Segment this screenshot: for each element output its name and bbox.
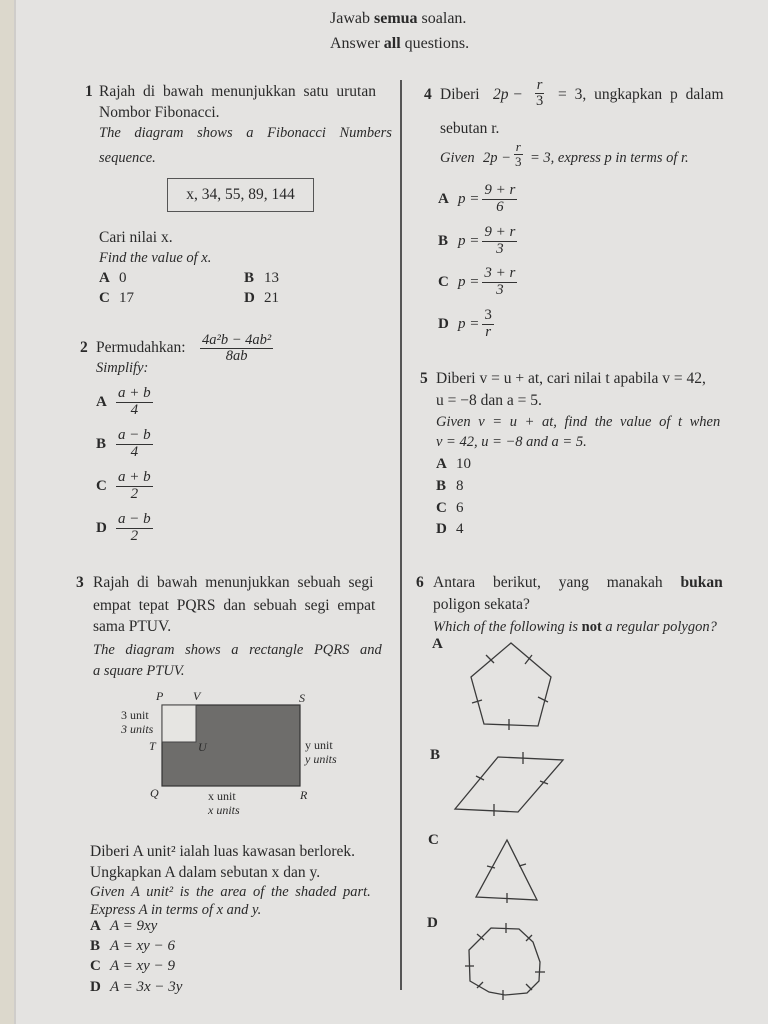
triangle-icon	[476, 840, 537, 903]
fraction-denominator: 4	[130, 402, 139, 419]
option-letter: D	[436, 521, 447, 537]
label-width-en: x units	[208, 803, 240, 817]
option-letter: C	[99, 290, 110, 306]
option-letter: D	[96, 520, 107, 536]
fraction-numerator: r	[515, 139, 521, 154]
question-text-ms: Nombor Fibonacci.	[99, 104, 220, 121]
option-lhs: p =	[458, 274, 480, 290]
question-ask-ms: Cari nilai x.	[99, 229, 173, 246]
question-text-ms: Rajah di bawah menunjukkan sebuah segi	[93, 574, 374, 591]
fraction-denominator: 8ab	[225, 348, 248, 365]
label-height-en: y units	[305, 752, 337, 766]
pentagon-icon	[471, 643, 551, 730]
option-letter: D	[438, 316, 449, 332]
label-v: V	[193, 689, 201, 703]
question-text-en: Given	[440, 150, 475, 166]
fraction-numerator: 3 + r	[484, 265, 516, 282]
question-number: 6	[416, 574, 424, 591]
fraction-denominator: 6	[496, 199, 504, 216]
option-value: 6	[456, 500, 464, 516]
question-ask-en: Find the value of x.	[99, 250, 212, 266]
label-u: U	[198, 740, 207, 754]
question-text-en: The diagram shows a Fibonacci Numbers	[99, 125, 392, 141]
question-text-en: sequence.	[99, 150, 156, 166]
fraction-numerator: 4a²b − 4ab²	[202, 332, 272, 348]
instruction-text: questions.	[400, 35, 470, 52]
text-part: Antara berikut, yang manakah	[433, 574, 681, 591]
question-number: 4	[424, 86, 432, 103]
fraction-numerator: 3	[484, 307, 492, 324]
question-text-en: Simplify:	[96, 360, 149, 376]
option-lhs: p =	[458, 233, 480, 249]
label-height-ms: y unit	[305, 738, 333, 752]
option-value: 13	[264, 270, 279, 286]
option-value: A = xy − 9	[110, 958, 175, 974]
equation-part: = 3, ungkapkan p dalam	[558, 86, 724, 103]
fraction-denominator: 3	[496, 282, 504, 299]
option-letter: C	[96, 478, 107, 494]
option-letter: C	[436, 500, 447, 516]
question-text-ms: poligon sekata?	[433, 596, 530, 613]
fraction-denominator: 3	[515, 153, 522, 169]
instruction-bold: semua	[373, 10, 418, 27]
label-s: S	[299, 691, 305, 705]
question-given-en: Express A in terms of x and y.	[90, 902, 262, 918]
option-letter: C	[428, 832, 439, 848]
option-letter: C	[90, 958, 101, 974]
question-text-ms: Rajah di bawah menunjukkan satu urutan	[99, 83, 376, 100]
equation-part: 2p −	[483, 150, 511, 166]
option-value: 21	[264, 290, 279, 306]
fraction-numerator: 9 + r	[484, 224, 516, 241]
option-lhs: p =	[458, 191, 480, 207]
fraction-numerator: r	[536, 77, 543, 93]
fraction-numerator: a − b	[118, 427, 151, 444]
fraction-denominator: r	[485, 324, 492, 341]
option-letter: C	[438, 274, 449, 290]
option-letter: A	[96, 394, 107, 410]
label-side-en: 3 units	[121, 722, 154, 736]
option-value: A = xy − 6	[110, 938, 175, 954]
fraction-numerator: 9 + r	[484, 182, 516, 199]
fraction-denominator: 2	[130, 486, 139, 503]
equation-part: 2p −	[493, 86, 523, 103]
label-r: R	[300, 788, 308, 802]
instruction-text: Answer	[330, 35, 384, 52]
option-value: A = 9xy	[110, 918, 158, 934]
label-p: P	[156, 689, 164, 703]
question-number: 3	[76, 574, 84, 591]
sequence-text: x, 34, 55, 89, 144	[186, 186, 295, 203]
question-number: 5	[420, 370, 428, 387]
option-letter: A	[438, 191, 449, 207]
text-bold: bukan	[680, 574, 723, 591]
question-text-ms: sebutan r.	[440, 120, 500, 137]
label-q: Q	[150, 786, 159, 800]
option-letter: B	[96, 436, 107, 452]
option-letter: A	[436, 456, 447, 472]
option-value: 8	[456, 478, 464, 494]
equation-part: = 3, express p in terms of r.	[530, 150, 689, 166]
option-value: 0	[119, 270, 127, 286]
question-number: 2	[80, 339, 88, 356]
question-text-ms: u = −8 dan a = 5.	[436, 392, 542, 409]
question-given-ms: Ungkapkan A dalam sebutan x dan y.	[90, 864, 321, 881]
option-value: A = 3x − 3y	[110, 979, 183, 995]
option-letter: A	[90, 918, 101, 934]
question-text-ms: sama PTUV.	[93, 618, 172, 635]
option-value: 4	[456, 521, 464, 537]
option-letter: D	[427, 915, 438, 931]
label-t: T	[149, 739, 156, 753]
question-text-ms: empat tepat PQRS dan sebuah segi empat	[93, 597, 376, 614]
text-part: a regular polygon?	[601, 619, 717, 635]
option-letter: D	[244, 290, 255, 306]
fraction-numerator: a + b	[118, 385, 151, 402]
option-letter: B	[244, 270, 255, 286]
fraction-denominator: 4	[130, 444, 139, 461]
fraction-denominator: 3	[536, 93, 544, 110]
text-part: Which of the following is	[433, 619, 582, 635]
fraction-numerator: a − b	[118, 511, 151, 528]
question-text-ms: Diberi	[440, 86, 480, 103]
octagon-icon	[465, 923, 545, 1000]
label-side-ms: 3 unit	[121, 708, 149, 722]
instruction-text: soalan.	[417, 10, 467, 27]
fraction-denominator: 3	[496, 241, 504, 258]
option-letter: B	[90, 938, 101, 954]
option-letter: A	[432, 636, 443, 652]
option-value: 10	[456, 456, 471, 472]
option-value: 17	[119, 290, 134, 306]
question-text-en: Given v = u + at, find the value of t when	[436, 414, 721, 430]
text-bold: not	[581, 619, 602, 635]
option-letter: D	[90, 979, 101, 995]
question-number: 1	[85, 83, 93, 100]
label-width-ms: x unit	[208, 789, 236, 803]
option-lhs: p =	[458, 316, 480, 332]
question-text-ms: Permudahkan:	[96, 339, 186, 356]
option-letter: B	[430, 747, 441, 763]
fraction-numerator: a + b	[118, 469, 151, 486]
question-text-ms: Diberi v = u + at, cari nilai t apabila v = 42,	[436, 370, 706, 387]
fraction-denominator: 2	[130, 528, 139, 545]
option-letter: B	[438, 233, 449, 249]
option-letter: A	[99, 270, 110, 286]
question-given-en: Given A unit² is the area of the shaded part.	[90, 884, 371, 900]
question-text-en: v = 42, u = −8 and a = 5.	[436, 434, 587, 450]
question-text-en: The diagram shows a rectangle PQRS and	[93, 642, 382, 658]
question-text-en: a square PTUV.	[93, 663, 185, 679]
instruction-text: Jawab	[330, 10, 374, 27]
rhombus-icon	[455, 752, 563, 816]
instruction-bold: all	[383, 35, 401, 52]
option-letter: B	[436, 478, 447, 494]
question-given-ms: Diberi A unit² ialah luas kawasan berlorek.	[90, 843, 356, 860]
